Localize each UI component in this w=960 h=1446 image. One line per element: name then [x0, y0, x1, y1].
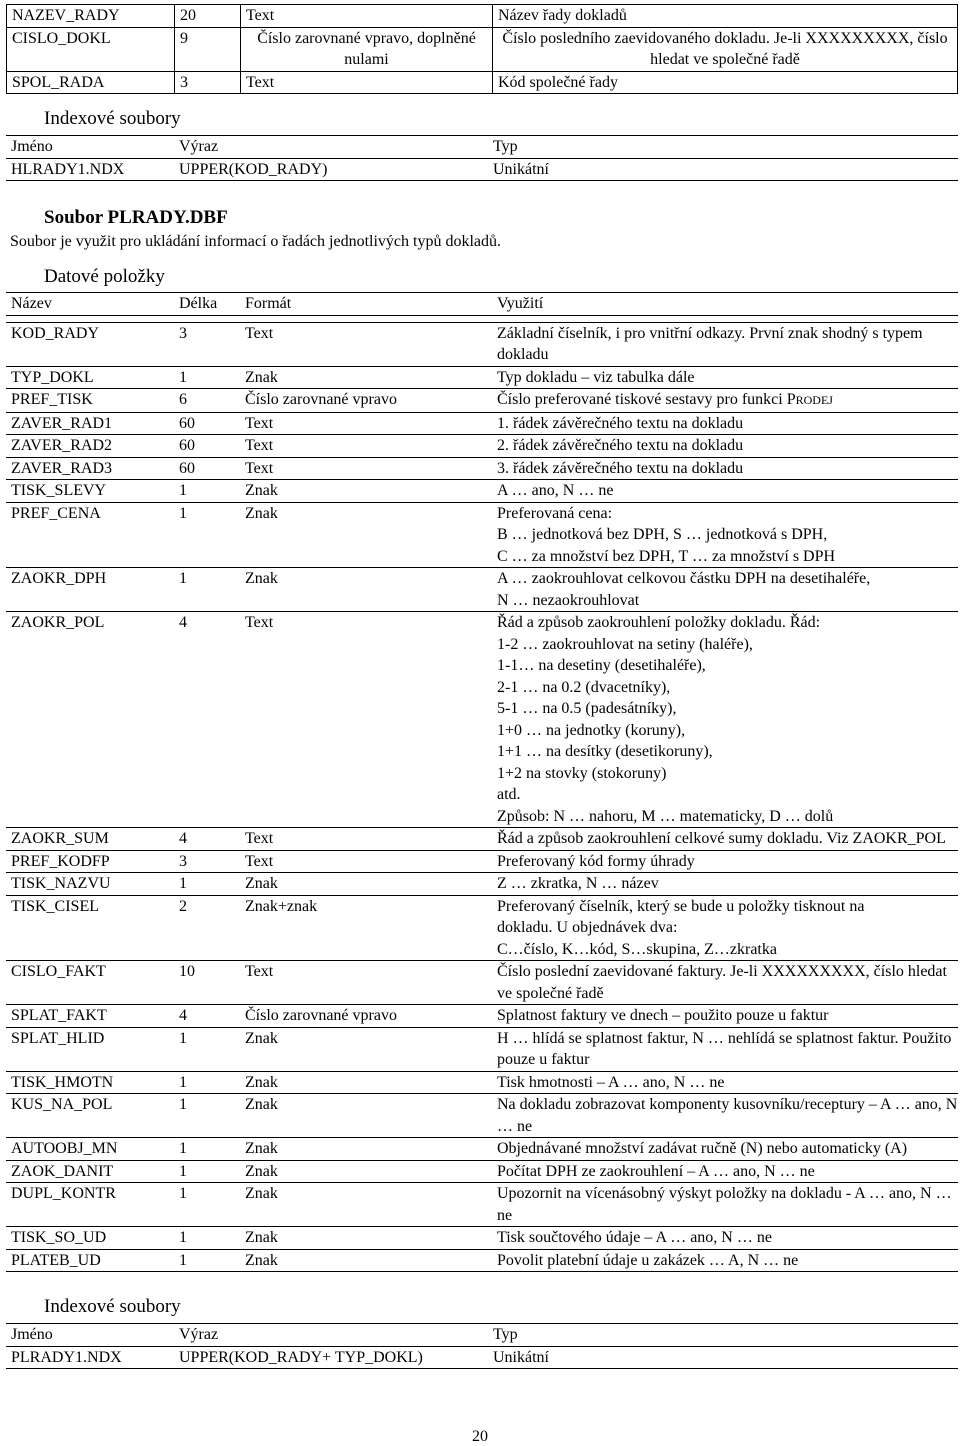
field-format: Znak+znak: [240, 895, 492, 961]
table-row: [6, 435, 958, 458]
field-name: SPLAT_FAKT: [6, 1005, 174, 1028]
field-usage: 2. řádek závěrečného textu na dokladu: [492, 435, 958, 458]
field-format: Text: [240, 850, 492, 873]
field-name: ZAOKR_DPH: [6, 568, 174, 612]
field-format: Znak: [240, 1027, 492, 1071]
field-usage: Tisk hmotnosti – A … ano, N … ne: [492, 1071, 958, 1094]
field-format: Znak: [240, 1138, 492, 1161]
field-usage: 1. řádek závěrečného textu na dokladu: [492, 412, 958, 435]
usage-line: atd.: [497, 786, 521, 803]
column-header: Délka: [174, 293, 240, 316]
field-usage: [492, 895, 958, 961]
field-length: 4: [174, 1005, 240, 1028]
field-name: ZAOK_DANIT: [6, 1160, 174, 1183]
field-length: 1: [174, 1138, 240, 1161]
field-name: ZAVER_RAD1: [6, 412, 174, 435]
field-format: Text: [241, 71, 493, 94]
field-format: Znak: [240, 873, 492, 896]
field-name: DUPL_KONTR: [6, 1183, 174, 1227]
field-usage: Počítat DPH ze zaokrouhlení – A … ano, N … ne: [492, 1160, 958, 1183]
table-row: [6, 366, 958, 389]
field-usage: Číslo poslední zaevidované faktury. Je-li XXXXXXXXX, číslo hledat ve společné řadě: [492, 961, 958, 1005]
field-length: 3: [174, 322, 240, 366]
field-format: Číslo zarovnané vpravo, doplněné nulami: [241, 27, 493, 71]
field-format: Znak: [240, 502, 492, 568]
field-name: TISK_HMOTN: [6, 1071, 174, 1094]
field-usage: Z … zkratka, N … název: [492, 873, 958, 896]
field-format: Text: [240, 322, 492, 366]
field-name: SPOL_RADA: [7, 71, 175, 94]
field-length: 60: [174, 412, 240, 435]
field-format: Text: [240, 828, 492, 851]
field-usage: [492, 502, 958, 568]
field-usage: Preferovaný kód formy úhrady: [492, 850, 958, 873]
table-header-row: [6, 1324, 958, 1347]
field-usage: H … hlídá se splatnost faktur, N … nehlídá se splatnost faktur. Použito pouze u faktur: [492, 1027, 958, 1071]
fields-section-heading: Datové položky: [44, 266, 165, 287]
file-title: Soubor PLRADY.DBF: [44, 207, 228, 228]
field-format: Znak: [240, 1227, 492, 1250]
table-row: [6, 828, 958, 851]
field-format: Znak: [240, 568, 492, 612]
field-length: 1: [174, 1249, 240, 1272]
table-row: [6, 457, 958, 480]
usage-line: 1+1 … na desítky (desetikoruny),: [497, 743, 713, 760]
table-header-row: [6, 293, 958, 316]
field-format: Text: [240, 457, 492, 480]
column-header: Název: [6, 293, 174, 316]
table-row: [6, 895, 958, 961]
field-usage: Povolit platební údaje u zakázek … A, N … ne: [492, 1249, 958, 1272]
field-format: Znak: [240, 1071, 492, 1094]
usage-line: N … nezaokrouhlovat: [497, 591, 640, 609]
fields-table: [6, 292, 958, 1272]
field-length: 3: [175, 71, 241, 94]
column-header: Jméno: [6, 1324, 174, 1347]
table-row: [6, 158, 958, 181]
field-format: Znak: [240, 1183, 492, 1227]
field-format: Znak: [240, 1094, 492, 1138]
column-header: Typ: [488, 136, 958, 159]
column-header: Jméno: [6, 136, 174, 159]
field-usage: Číslo posledního zaevidovaného dokladu. Je-li XXXXXXXXX, číslo hledat ve společné řadě: [493, 27, 958, 71]
field-name: AUTOOBJ_MN: [6, 1138, 174, 1161]
table-row: [6, 1005, 958, 1028]
field-format: Znak: [240, 1160, 492, 1183]
field-name: TYP_DOKL: [6, 366, 174, 389]
field-name: TISK_SLEVY: [6, 480, 174, 503]
table-row: [6, 568, 958, 612]
field-usage: Typ dokladu – viz tabulka dále: [492, 366, 958, 389]
field-length: 1: [174, 502, 240, 568]
field-format: Znak: [240, 366, 492, 389]
field-length: 9: [175, 27, 241, 71]
field-length: 1: [174, 1094, 240, 1138]
index-section-heading: Indexové soubory: [44, 1296, 181, 1317]
field-usage: [492, 389, 958, 413]
field-length: 3: [174, 850, 240, 873]
field-length: 20: [175, 5, 241, 28]
table-row: [6, 961, 958, 1005]
table-row: [6, 1094, 958, 1138]
field-length: 10: [174, 961, 240, 1005]
field-name: KUS_NA_POL: [6, 1094, 174, 1138]
index-name: HLRADY1.NDX: [6, 158, 174, 181]
field-usage: Upozornit na vícenásobný výskyt položky na dokladu - A … ano, N … ne: [492, 1183, 958, 1227]
usage-line: Řád a způsob zaokrouhlení položky dokladu. Řád:: [497, 614, 821, 631]
field-format: Text: [240, 412, 492, 435]
field-name: PREF_KODFP: [6, 850, 174, 873]
field-length: 1: [174, 873, 240, 896]
table-row: [6, 389, 958, 413]
field-usage: Řád a způsob zaokrouhlení celkové sumy dokladu. Viz ZAOKR_POL: [492, 828, 958, 851]
top-fields-table: [6, 4, 958, 94]
field-format: Číslo zarovnané vpravo: [240, 389, 492, 413]
table-row: [6, 612, 958, 828]
table-row: [6, 850, 958, 873]
field-usage: Kód společné řady: [493, 71, 958, 94]
field-name: TISK_SO_UD: [6, 1227, 174, 1250]
table-row: [7, 71, 958, 94]
usage-line: C…číslo, K…kód, S…skupina, Z…zkratka: [497, 940, 777, 958]
field-usage: 3. řádek závěrečného textu na dokladu: [492, 457, 958, 480]
field-length: 60: [174, 435, 240, 458]
usage-line: 1+2 na stovky (stokoruny): [497, 764, 667, 782]
table-row: [6, 1249, 958, 1272]
index-type: Unikátní: [488, 1346, 958, 1369]
field-length: 4: [174, 828, 240, 851]
table-row: [6, 412, 958, 435]
usage-line: 1+0 … na jednotky (koruny),: [497, 721, 686, 739]
table-row: [6, 1183, 958, 1227]
table-row: [6, 1346, 958, 1369]
column-header: Typ: [488, 1324, 958, 1347]
field-usage: Tisk součtového údaje – A … ano, N … ne: [492, 1227, 958, 1250]
field-usage: Na dokladu zobrazovat komponenty kusovníku/receptury – A … ano, N … ne: [492, 1094, 958, 1138]
table-header-row: [6, 136, 958, 159]
field-format: Text: [240, 435, 492, 458]
field-name: SPLAT_HLID: [6, 1027, 174, 1071]
field-length: 6: [174, 389, 240, 413]
index-expression: UPPER(KOD_RADY): [174, 158, 488, 181]
field-usage: [492, 612, 958, 828]
usage-line: 5-1 … na 0.5 (padesátníky),: [497, 700, 677, 717]
field-format: Text: [240, 612, 492, 828]
usage-line: Způsob: N … nahoru, M … matematicky, D … dolů: [497, 807, 834, 825]
index-table: [6, 135, 958, 181]
field-name: ZAVER_RAD3: [6, 457, 174, 480]
field-length: 60: [174, 457, 240, 480]
table-row: [6, 1071, 958, 1094]
column-header: Výraz: [174, 136, 488, 159]
usage-line: Preferovaný číselník, který se bude u položky tisknout na: [497, 897, 865, 915]
table-row: [6, 1160, 958, 1183]
table-row: [7, 27, 958, 71]
table-row: [6, 1027, 958, 1071]
field-format: Znak: [240, 480, 492, 503]
field-usage: Název řady dokladů: [493, 5, 958, 28]
usage-line: dokladu. U objednávek dva:: [497, 919, 678, 936]
table-row: [6, 1138, 958, 1161]
field-name: TISK_NAZVU: [6, 873, 174, 896]
field-length: 1: [174, 568, 240, 612]
field-usage: A … ano, N … ne: [492, 480, 958, 503]
table-row: [6, 1227, 958, 1250]
field-format: Znak: [240, 1249, 492, 1272]
field-length: 1: [174, 1227, 240, 1250]
usage-line: 1-2 … zaokrouhlovat na setiny (haléře),: [497, 635, 753, 653]
field-format: Číslo zarovnané vpravo: [240, 1005, 492, 1028]
field-name: PLATEB_UD: [6, 1249, 174, 1272]
field-length: 1: [174, 1183, 240, 1227]
field-name: ZAOKR_SUM: [6, 828, 174, 851]
field-format: Text: [240, 961, 492, 1005]
field-length: 1: [174, 1160, 240, 1183]
table-row: [6, 502, 958, 568]
index-name: PLRADY1.NDX: [6, 1346, 174, 1369]
usage-line: C … za množství bez DPH, T … za množství s DPH: [497, 547, 836, 565]
usage-line: Preferovaná cena:: [497, 504, 613, 522]
field-name: ZAVER_RAD2: [6, 435, 174, 458]
field-usage: Objednávané množství zadávat ručně (N) nebo automaticky (A): [492, 1138, 958, 1161]
column-header: Formát: [240, 293, 492, 316]
field-name: ZAOKR_POL: [6, 612, 174, 828]
field-length: 2: [174, 895, 240, 961]
table-row: [6, 322, 958, 366]
field-length: 4: [174, 612, 240, 828]
index-section-heading: Indexové soubory: [44, 108, 181, 129]
field-usage: Splatnost faktury ve dnech – použito pouze u faktur: [492, 1005, 958, 1028]
table-row: [6, 480, 958, 503]
usage-line: 1-1… na desetiny (desetihaléře),: [497, 657, 706, 674]
field-usage: Základní číselník, i pro vnitřní odkazy. První znak shodný s typem dokladu: [492, 322, 958, 366]
field-length: 1: [174, 1071, 240, 1094]
usage-smallcaps: RODEJ: [795, 393, 833, 407]
index-expression: UPPER(KOD_RADY+ TYP_DOKL): [174, 1346, 488, 1369]
field-name: PREF_TISK: [6, 389, 174, 413]
field-format: Text: [241, 5, 493, 28]
usage-text: Číslo preferované tiskové sestavy pro funkci P: [497, 391, 796, 408]
column-header: Využití: [492, 293, 958, 316]
field-name: CISLO_FAKT: [6, 961, 174, 1005]
field-name: PREF_CENA: [6, 502, 174, 568]
field-name: KOD_RADY: [6, 322, 174, 366]
field-length: 1: [174, 1027, 240, 1071]
field-length: 1: [174, 366, 240, 389]
usage-line: B … jednotková bez DPH, S … jednotková s DPH,: [497, 526, 828, 543]
file-description: Soubor je využit pro ukládání informací o řadách jednotlivých typů dokladů.: [10, 233, 501, 250]
column-header: Výraz: [174, 1324, 488, 1347]
field-name: CISLO_DOKL: [7, 27, 175, 71]
table-row: [6, 873, 958, 896]
field-name: NAZEV_RADY: [7, 5, 175, 28]
usage-line: A … zaokrouhlovat celkovou částku DPH na desetihaléře,: [497, 570, 871, 587]
table-row: [7, 5, 958, 28]
field-name: TISK_CISEL: [6, 895, 174, 961]
usage-line: 2-1 … na 0.2 (dvacetníky),: [497, 678, 671, 696]
index-type: Unikátní: [488, 158, 958, 181]
field-length: 1: [174, 480, 240, 503]
index-table: [6, 1323, 958, 1369]
field-usage: [492, 568, 958, 612]
page-number: 20: [472, 1428, 488, 1445]
